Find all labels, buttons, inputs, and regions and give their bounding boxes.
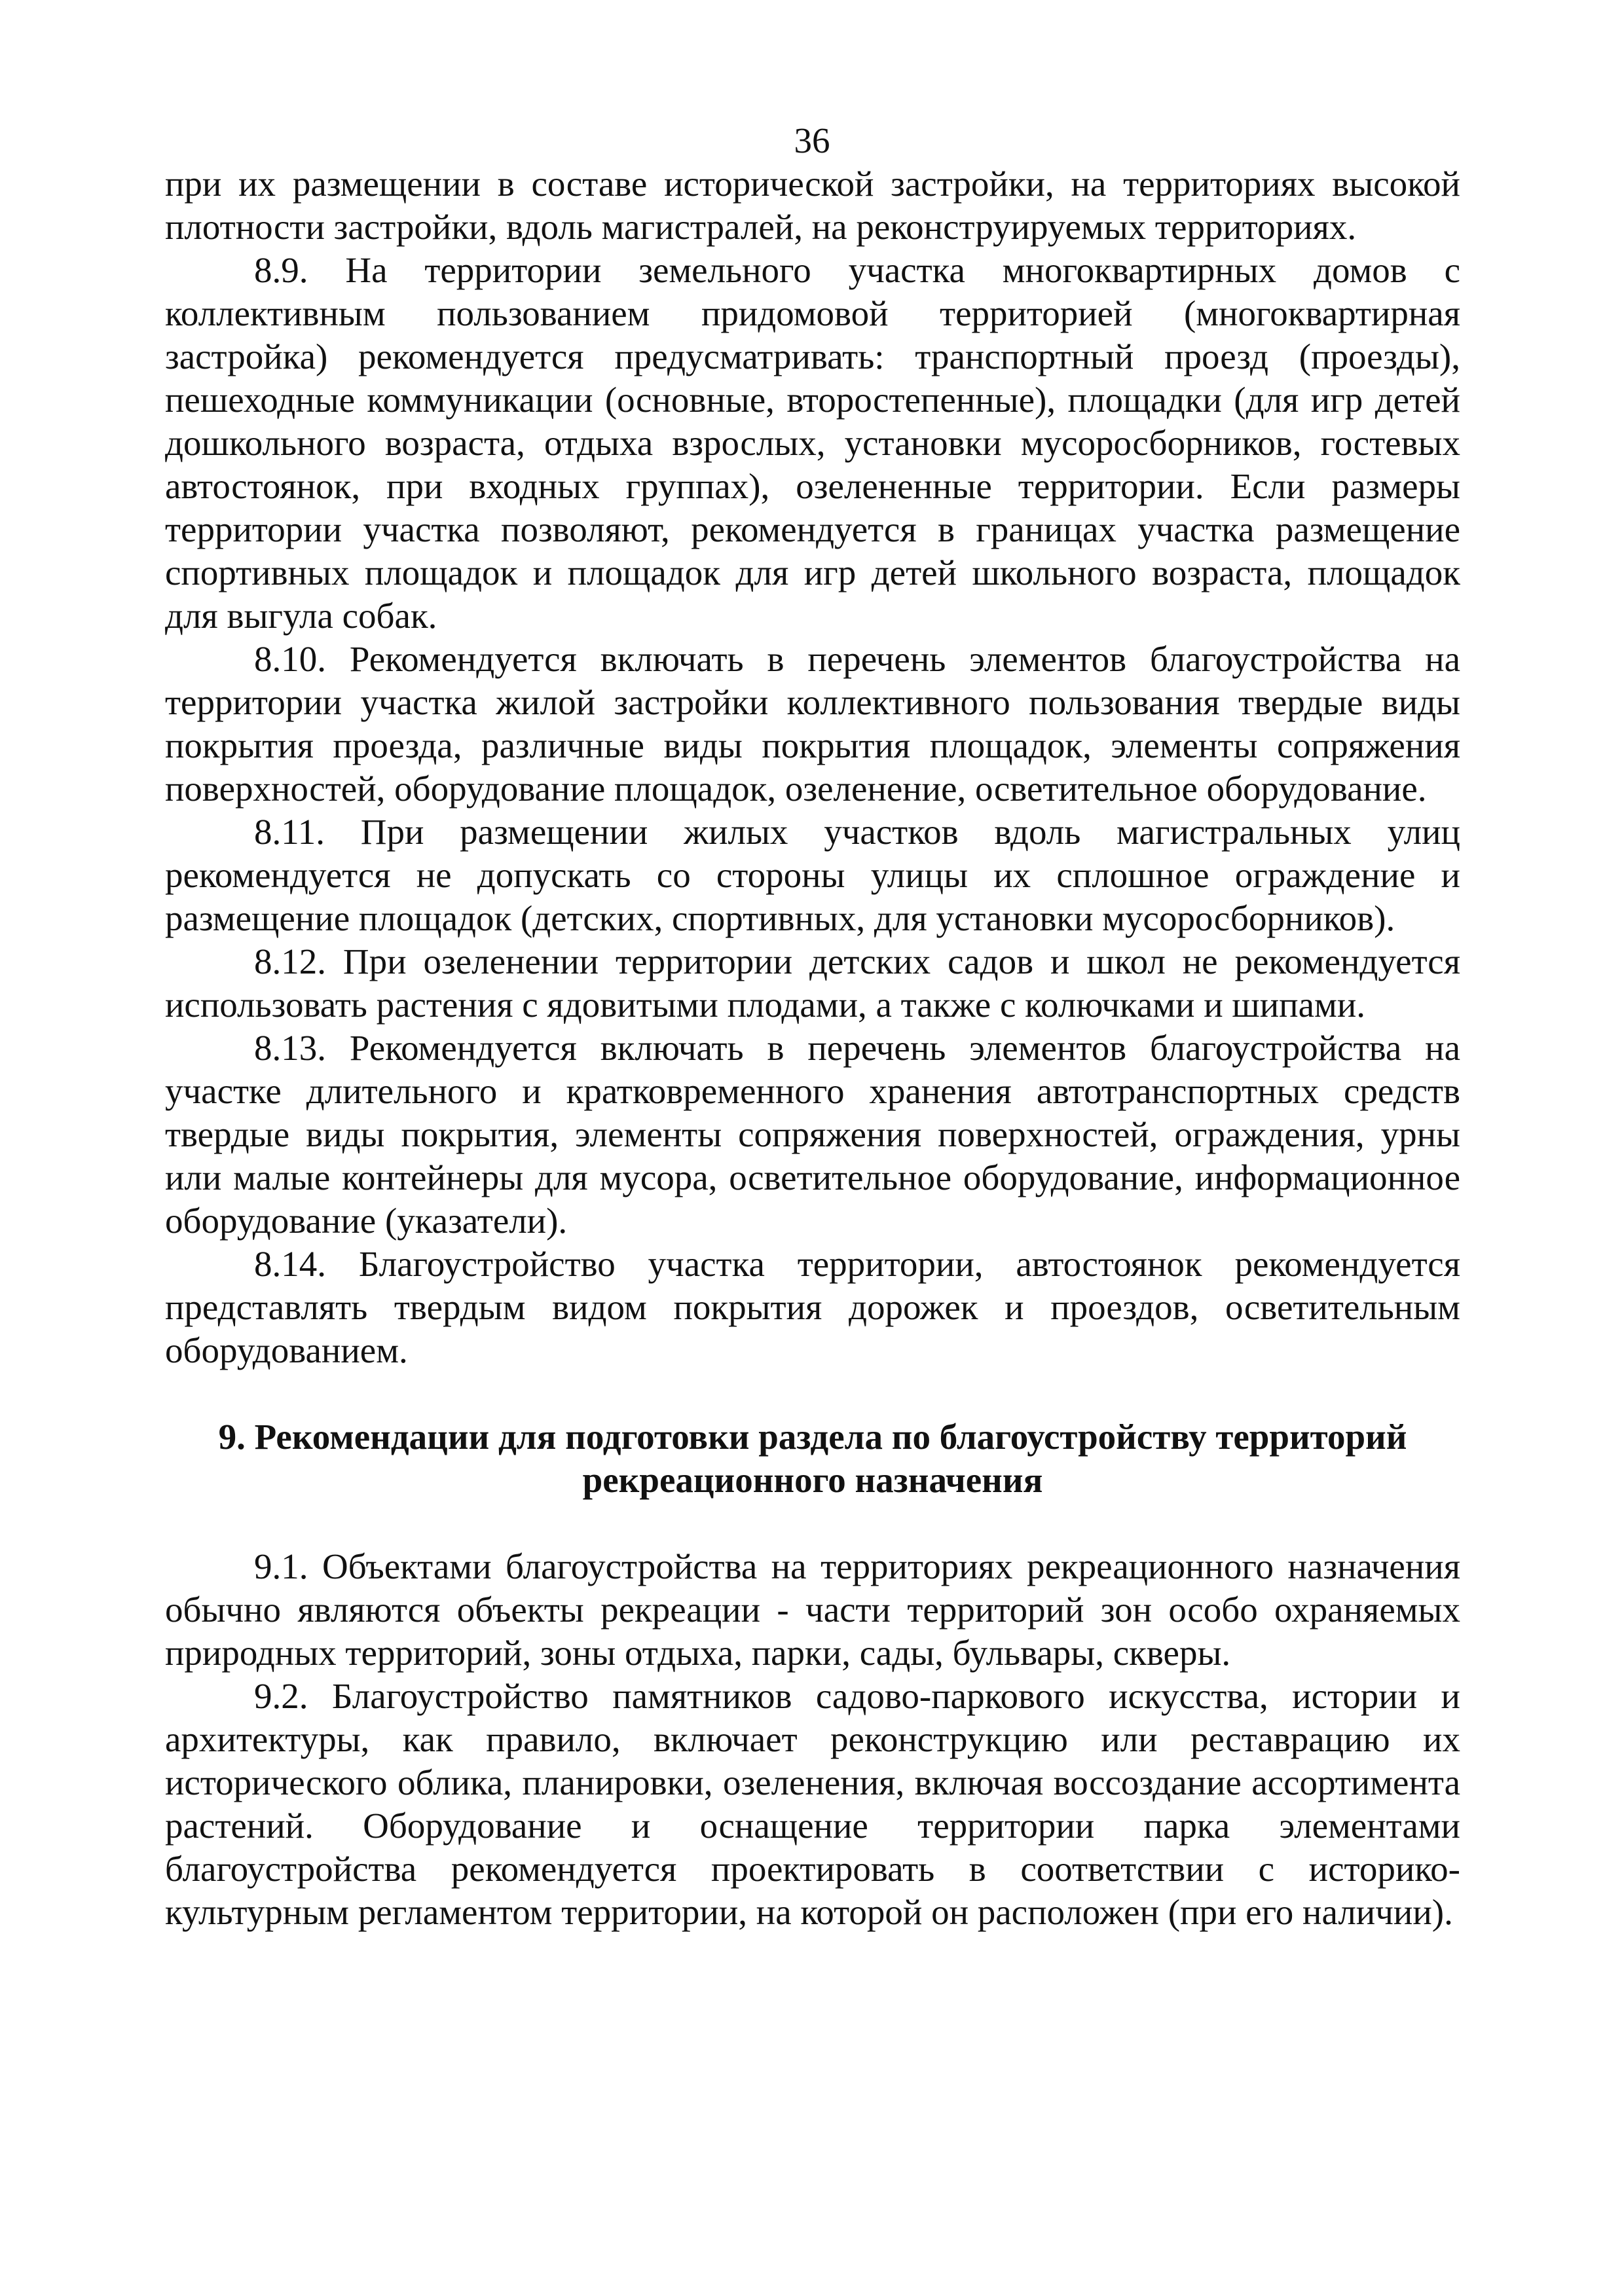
paragraph-8-14: 8.14. Благоустройство участка территории, автостоянок рекомендуется представлять твердым видом покрытия дорожек и проездов, осветительным оборудованием. — [165, 1244, 1460, 1370]
paragraph-9-1: 9.1. Объектами благоустройства на территориях рекреационного назначения обычно являются объекты рекреации - части территорий зон особо охраняемых природных территорий, зоны отдыха, парки, сады, бульвары, скверы. — [165, 1546, 1460, 1673]
paragraph-8-13: 8.13. Рекомендуется включать в перечень элементов благоустройства на участке длительного и кратковременного хранения автотранспортных средств твердые виды покрытия, элементы сопряжения поверхностей, ограждения, урны или малые контейнеры для мусора, осветительное оборудование, информационное оборудование (указатели). — [165, 1028, 1460, 1241]
section-heading-9 — [165, 1415, 1460, 1502]
paragraph-8-9: 8.9. На территории земельного участка многоквартирных домов с коллективным пользованием придомовой территорией (многоквартирная застройка) рекомендуется предусматривать: транспортный проезд (проезды), пешеходные коммуникации (основные, второстепенные), площадки (для игр детей дошкольного возраста, отдыха взрослых, установки мусоросборников, гостевых автостоянок, при входных группах), озелененные территории. Если размеры территории участка позволяют, рекомендуется в границах участка размещение спортивных площадок и площадок для игр детей школьного возраста, площадок для выгула собак. — [165, 250, 1460, 636]
paragraph-8-11: 8.11. При размещении жилых участков вдоль магистральных улиц рекомендуется не допускать со стороны улицы их сплошное ограждение и размещение площадок (детских, спортивных, для установки мусоросборников). — [165, 812, 1460, 938]
page-number: 36 — [794, 120, 830, 160]
document-body — [165, 162, 1460, 1934]
section-heading-line-1: 9. Рекомендации для подготовки раздела по благоустройству территорий — [218, 1417, 1407, 1457]
section-heading-line-2: рекреационного назначения — [582, 1460, 1043, 1500]
paragraph-continuation: при их размещении в составе исторической застройки, на территориях высокой плотности застройки, вдоль магистралей, на реконструируемых территориях. — [165, 164, 1460, 247]
paragraph-9-2: 9.2. Благоустройство памятников садово-паркового искусства, истории и архитектуры, как правило, включает реконструкцию или реставрацию их исторического облика, планировки, озеленения, включая воссоздание ассортимента растений. Оборудование и оснащение территории парка элементами благоустройства рекомендуется проектировать в соответствии с историко-культурным регламентом территории, на которой он расположен (при его наличии). — [165, 1676, 1460, 1932]
paragraph-8-10: 8.10. Рекомендуется включать в перечень элементов благоустройства на территории участка жилой застройки коллективного пользования твердые виды покрытия проезда, различные виды покрытия площадок, элементы сопряжения поверхностей, оборудование площадок, озеленение, осветительное оборудование. — [165, 639, 1460, 809]
paragraph-8-12: 8.12. При озеленении территории детских садов и школ не рекомендуется использовать растения с ядовитыми плодами, а также с колючками и шипами. — [165, 941, 1460, 1025]
